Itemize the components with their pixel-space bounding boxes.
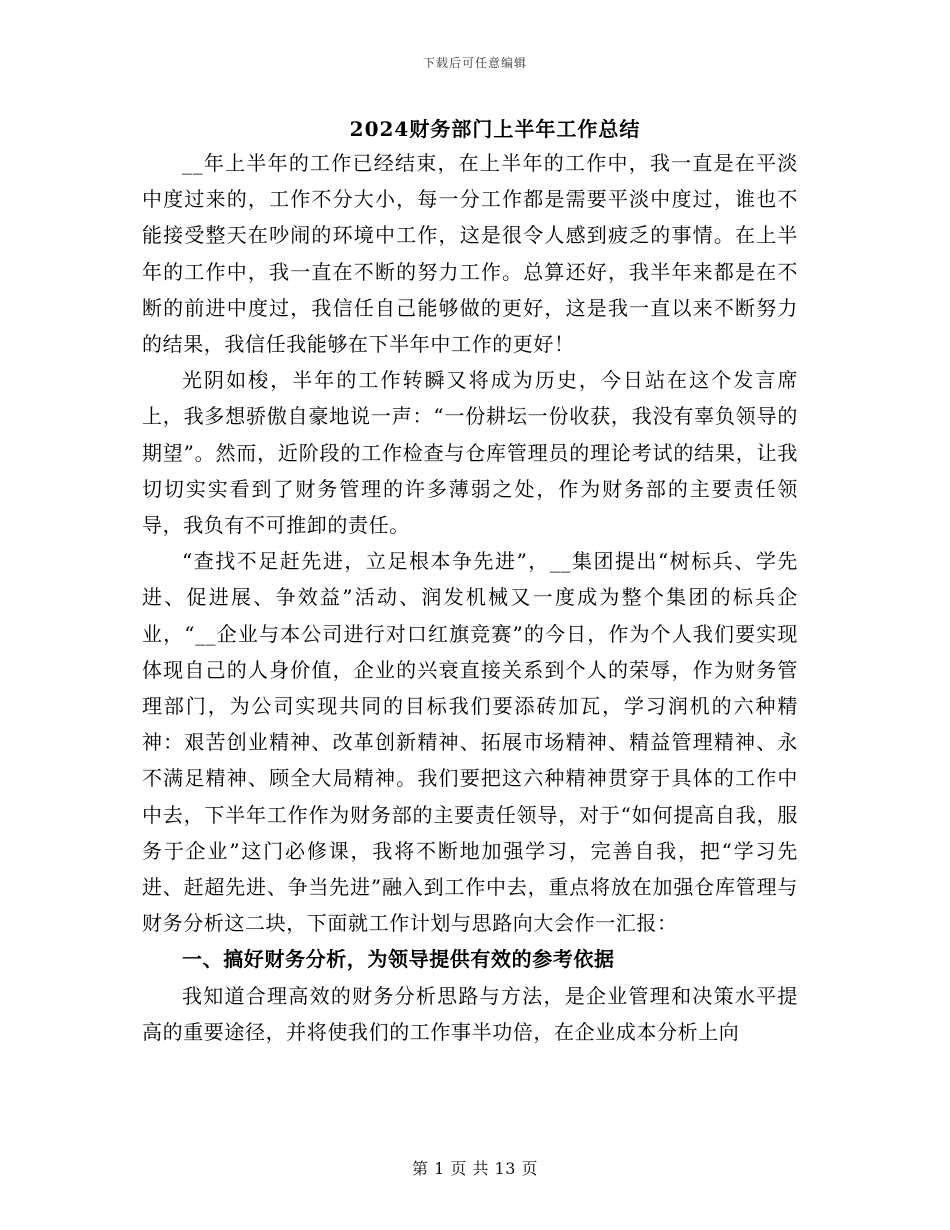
body-paragraph: __年上半年的工作已经结束，在上半年的工作中，我一直是在平淡中度过来的，工作不分大小，每一分工作都是需要平淡中度过，谁也不能接受整天在吵闹的环境中工作，这是很令人感到疲乏的事情。在上半年的工作中，我一直在不断的努力工作。总算还好，我半年来都是在不断的前进中度过，我信任自己能够做的更好，这是我一直以来不断努力的结果，我信任我能够在下半年中工作的更好！ [142,151,798,357]
body-paragraph: 光阴如梭，半年的工作转瞬又将成为历史，今日站在这个发言席上，我多想骄傲自豪地说一声：“一份耕坛一份收获，我没有辜负领导的期望”。然而，近阶段的工作检查与仓库管理员的理论考试的结果，让我切切实实看到了财务管理的许多薄弱之处，作为财务部的主要责任领导，我负有不可推卸的责任。 [142,368,798,538]
page-number: 第 1 页 共 13 页 [412,1159,538,1178]
page-header-note: 下载后可任意编辑 [422,56,527,70]
section-heading: 一、搞好财务分析，为领导提供有效的参考依据 [182,947,615,972]
body-paragraph: 我知道合理高效的财务分析思路与方法，是企业管理和决策水平提高的重要途径，并将使我们的工作事半功倍，在企业成本分析上向 [142,983,798,1044]
document-body [142,145,798,1050]
body-paragraph: “查找不足赶先进，立足根本争先进”，__集团提出“树标兵、学先进、促进展、争效益”活动、润发机械又一度成为整个集团的标兵企业，“__企业与本公司进行对口红旗竞赛”的今日，作为个人我们要实现体现自己的人身价值，企业的兴衰直接关系到个人的荣辱，作为财务管理部门，为公司实现共同的目标我们要添砖加瓦，学习润机的六种精神：艰苦创业精神、改革创新精神、拓展市场精神、精益管理精神、永不满足精神、顾全大局精神。我们要把这六种精神贯穿于具体的工作中中去，下半年工作作为财务部的主要责任领导，对于“如何提高自我，服务于企业”这门必修课，我将不断地加强学习，完善自我，把“学习先进、赶超先进、争当先进”融入到工作中去，重点将放在加强仓库管理与财务分析这二块，下面就工作计划与思路向大会作一汇报： [142,549,798,936]
document-title: 2024财务部门上半年工作总结 [349,117,641,141]
